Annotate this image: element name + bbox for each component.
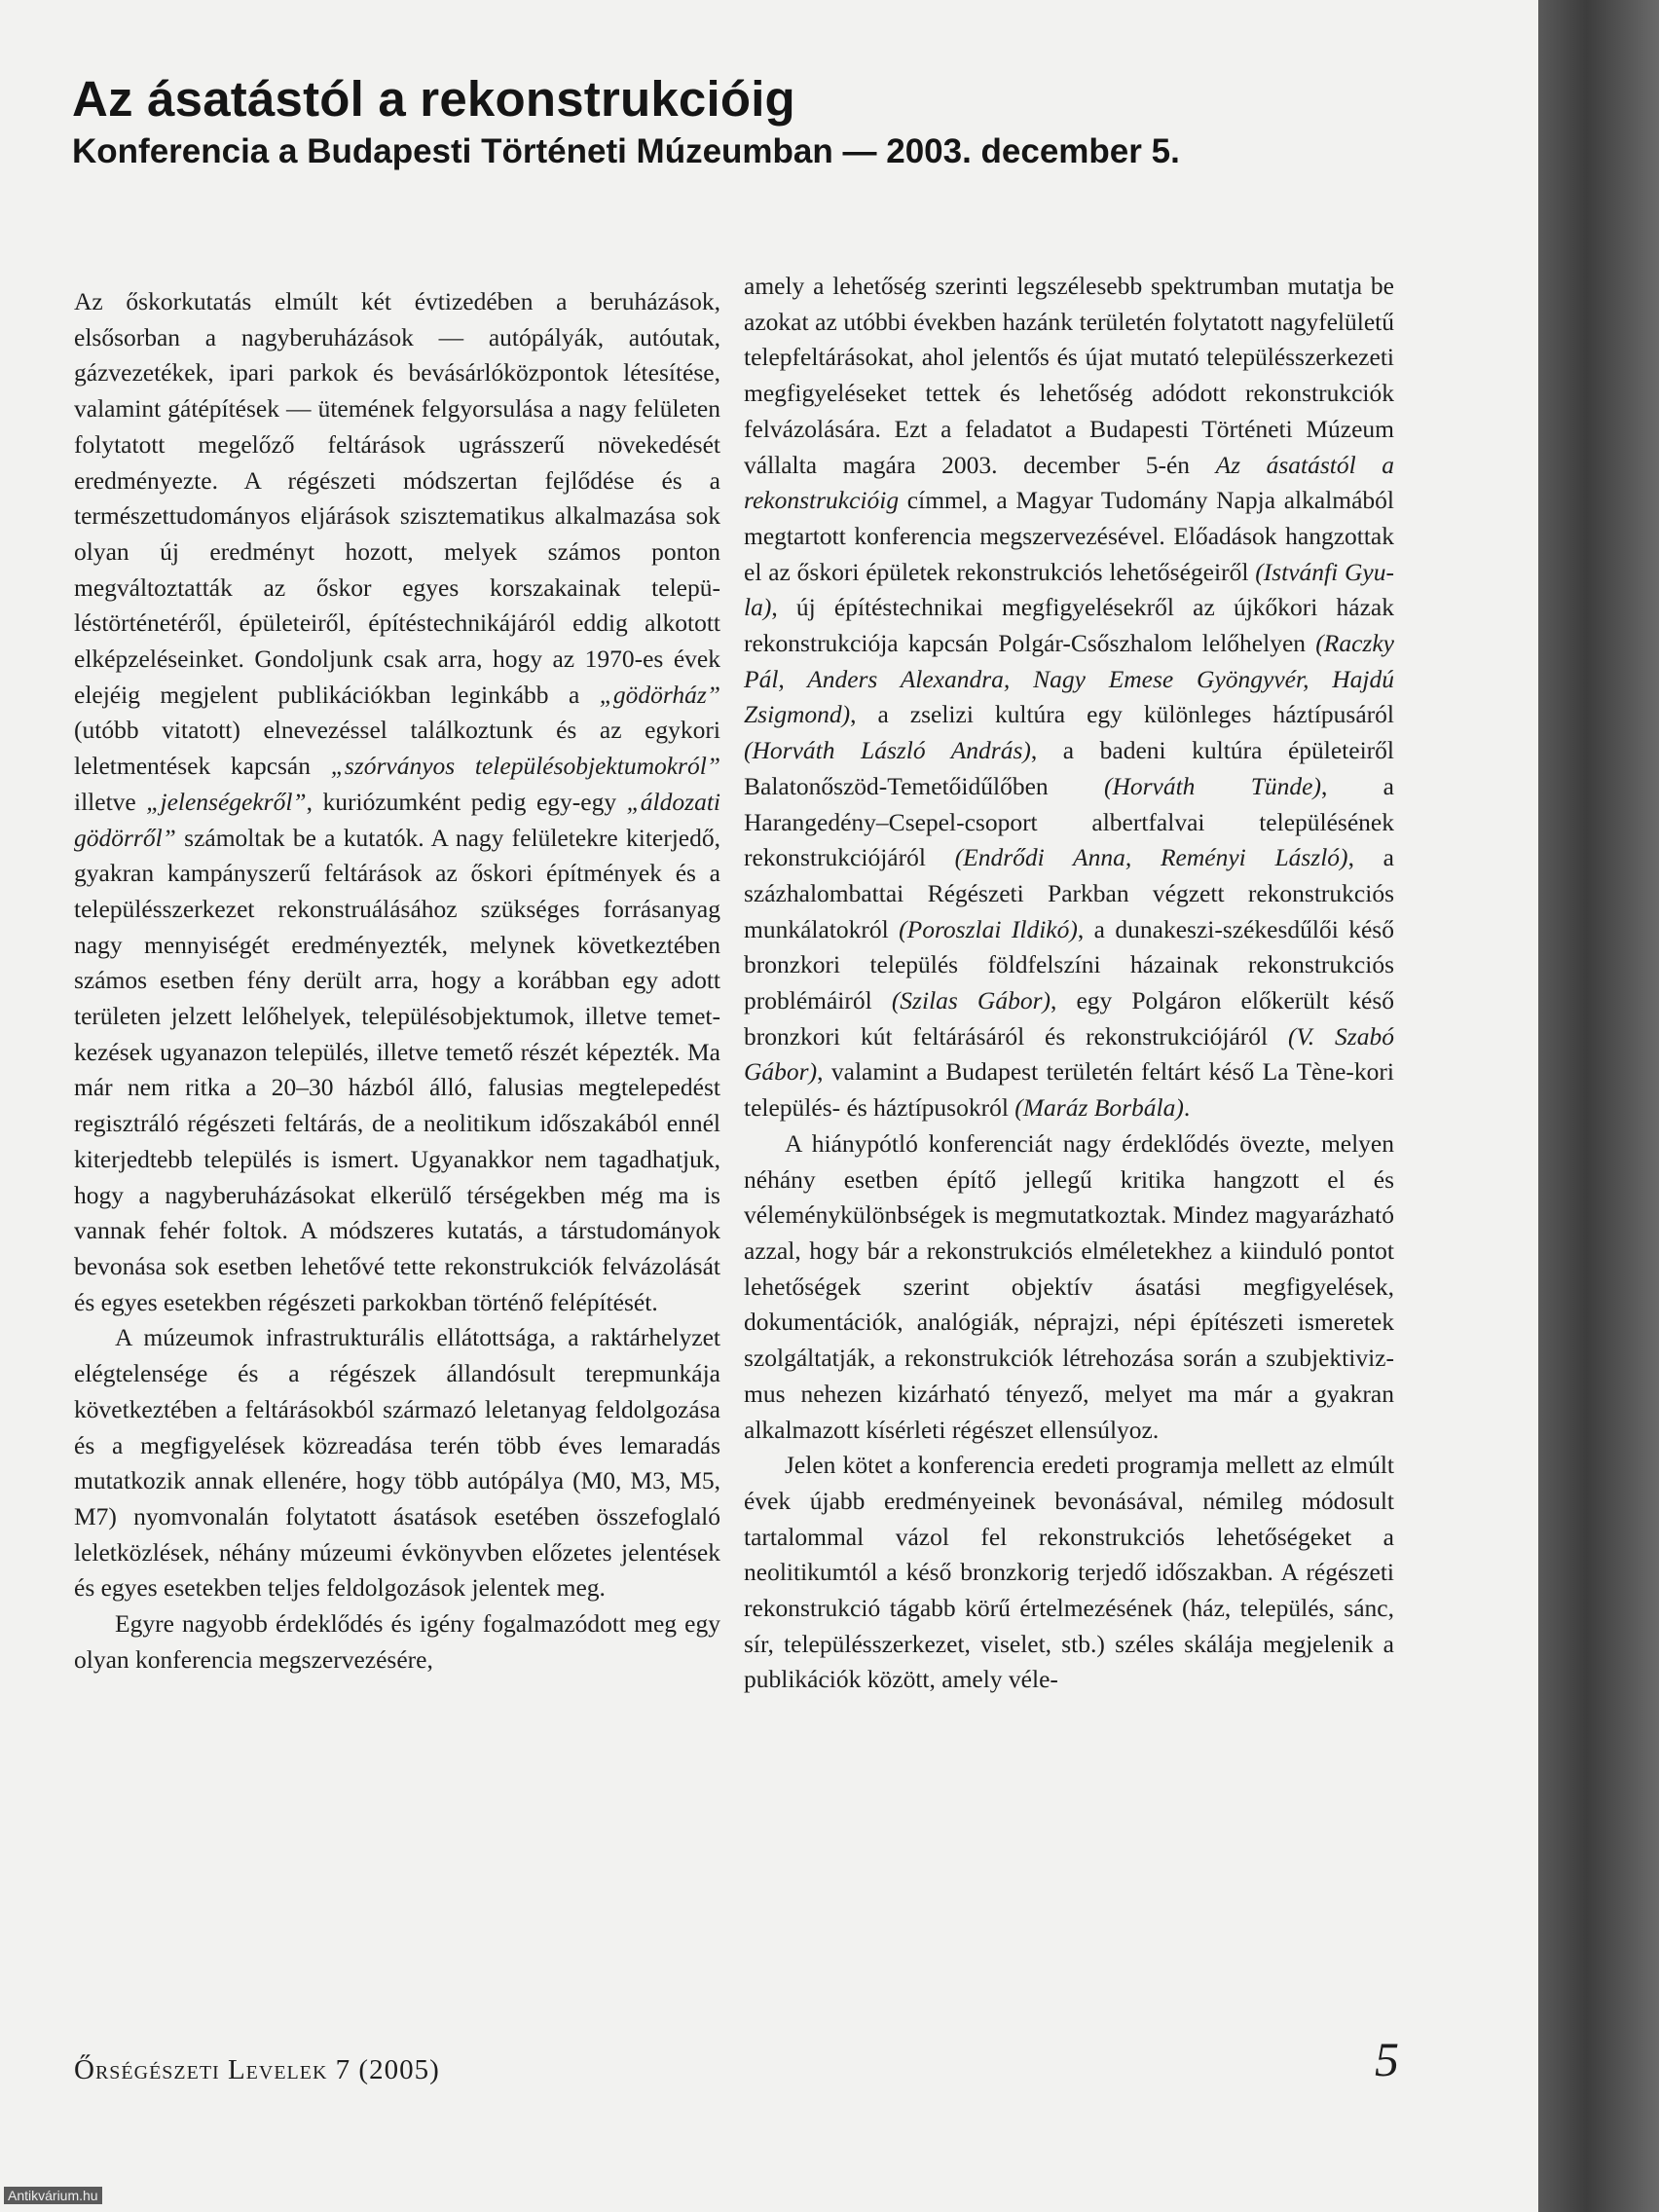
watermark: Antikvárium.hu	[4, 2187, 102, 2204]
journal-footer: Őrségészeti Levelek 7 (2005)	[74, 2054, 440, 2085]
paragraph: A hiánypótló konferenciát nagy érdeklődés övezte, melyen néhány esetben építő jellegű kritika hangzott el és véleménykülönbségek is megmutatkoztak. Mindez magyarázható azzal, hogy bár a rekonstrukciós elméletekhez a kiinduló pontot lehetőségek szerint objektív ásatási megfigyelések, dokumentációk, analógiák, néprajzi, népi építészeti ismeretek szolgáltatják, a rekonstrukciók létrehozása során a szubjektivizmus nehezen kizárható tényező, melyet ma már a gyakran alkalmazott kísérleti régészet ellensúlyoz.	[744, 1128, 1394, 1444]
paragraph: A múzeumok infrastrukturális ellátottsága, a raktárhelyzet elégtelensége és a régészek állandósult terepmunkája következtében a feltárásokból származó leletanyag feldolgozása és a megfigyelések közreadása terén több éves lemaradás mutatkozik annak ellenére, hogy több autópálya (M0, M3, M5, M7) nyomvonalán folytatott ásatások esetében összefoglaló leletközlések, néhány múzeumi évkönyvben előzetes jelentések és egyes esetekben teljes feldolgozások jelentek meg.	[74, 1323, 720, 1603]
left-column	[74, 284, 720, 1677]
article-title: Az ásatástól a rekonstrukcióig	[72, 71, 795, 127]
paragraph: Egyre nagyobb érdeklődés és igény fogalmazódott meg egy olyan konferencia megszervezésére,	[74, 1609, 720, 1674]
paragraph: Jelen kötet a konferencia eredeti programja mellett az elmúlt évek újabb eredményeinek bevonásával, némileg módosult tartalommal vázol fel rekonstrukciós lehetőségeket a neolitikumtól a késő bronzkorig terjedő időszakban. A régészeti rekonstrukció tágabb körű értelmezésének (ház, település, sánc, sír, településszerkezet, viselet, stb.) széles skálája megjelenik a publikációk között, amely véle-	[744, 1451, 1394, 1694]
article-subtitle: Konferencia a Budapesti Történeti Múzeumban — 2003. december 5.	[72, 132, 1180, 170]
paragraph: Az őskorkutatás elmúlt két évtizedében a beruházások, elsősorban a nagyberuházások — autópályák, autóutak, gázvezetékek, ipari parkok és bevásárlóközpontok létesítése, valamint gátépítések — ütemének felgyorsulása a nagy felületen folytatott megelőző feltárások ugrásszerű növekedését eredményezte. A régészeti módszertan fejlődése és a természettudományos eljárások szisztematikus alkalmazása sok olyan új eredményt hozott, melyek számos ponton megváltoztatták az őskor egyes korszakainak településtörténetéről, épületeiről, építéstechnikájáról eddig alkotott elképzeléseinket. Gondoljunk csak arra, hogy az 1970-es évek elejéig megjelent publikációkban leginkább a „gödörház” (utóbb vitatott) elnevezéssel találkoztunk és az egykori leletmentések kapcsán „szórványos településobjektumokról” illetve „jelenségekről”, kuriózumként pedig egy-egy „áldozati gödörről” számoltak be a kutatók. A nagy felületekre kiterjedő, gyakran kampányszerű feltárások az őskori építmények és a településszerkezet rekonstruálásához szükséges forrásanyag nagy mennyiségét eredményezték, melynek következtében számos esetben fény derült arra, hogy a korábban egy adott területen jelzett lelőhelyek, településobjektumok, illetve temetkezések ugyanazon település, illetve temető részét képezték. Ma már nem ritka a 20–30 házból álló, falusias megtelepedést regisztráló régészeti feltárás, de a neolitikum időszakából ennél kiterjedtebb település is ismert. Ugyanakkor nem tagadhatjuk, hogy a nagyberuházásokat elkerülő térségekben még ma is vannak fehér foltok. A módszeres kutatás, a társtudományok bevonása sok esetben lehetővé tette rekonstrukciók felvázolását és egyes esetekben régészeti parkokban történő felépítését.	[74, 287, 720, 1316]
next-page-edge	[1538, 0, 1659, 2212]
right-column	[744, 269, 1394, 1698]
page-number: 5	[1375, 2032, 1399, 2086]
paragraph: amely a lehetőség szerinti legszélesebb spektrumban mutatja be azokat az utóbbi években hazánk területén folytatott nagyfelületű telepfeltárásokat, ahol jelentős és újat mutató településszerkezeti megfigyeléseket tettek és lehetőség adódott rekonstrukciók felvázolására. Ezt a feladatot a Budapesti Történeti Múzeum vállalta magára 2003. december 5-én Az ásatástól a rekonstrukcióig címmel, a Magyar Tudomány Napja alkalmából megtartott konferencia megszervezésével. Előadások hangzottak el az őskori épületek rekonstrukciós lehetőségeiről (Istvánfi Gyula), új építéstechnikai megfigyelésekről az újkőkori házak rekonstrukciója kapcsán Polgár-Csőszhalom lelőhelyen (Raczky Pál, Anders Alexandra, Nagy Emese Gyöngyvér, Hajdú Zsigmond), a zselizi kultúra egy különleges háztípusáról (Horváth László András), a badeni kultúra épületeiről Balatonőszöd-Temetőidűlőben (Horváth Tünde), a Harangedény–Csepel-csoport albertfalvai településének rekonstrukciójáról (Endrődi Anna, Reményi László), a százhalombattai Régészeti Parkban végzett rekonstrukciós munkálatokról (Poroszlai Ildikó), a dunakeszi-székesdűlői késő bronzkori település földfelszíni házainak rekonstrukciós problémáiról (Szilas Gábor), egy Polgáron előkerült késő bronzkori kút feltárásáról és rekonstrukciójáról (V. Szabó Gábor), valamint a Budapest területén feltárt késő La Tène-kori település- és háztípusokról (Maráz Borbála).	[744, 272, 1395, 1123]
